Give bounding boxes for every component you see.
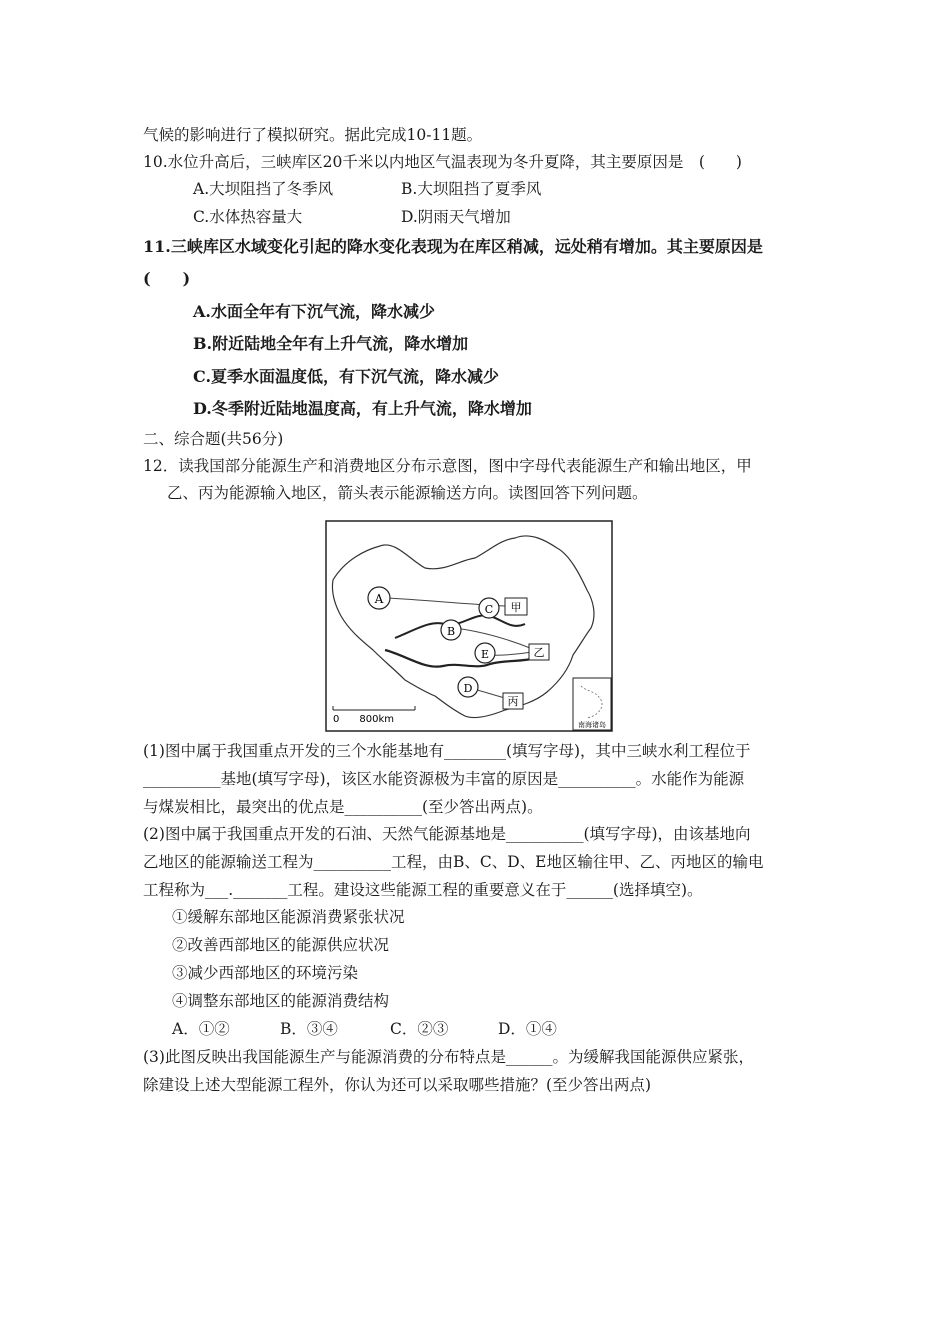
q12-part2-line3: 工程称为___._______工程。建设这些能源工程的重要意义在于______(选择填空)。	[143, 881, 703, 899]
q11-option-d: D.冬季附近陆地温度高，有上升气流，降水增加	[193, 399, 532, 418]
energy-map-figure	[325, 520, 613, 732]
q12-part1-line2: __________基地(填写字母)，该区水能资源极为丰富的原因是__________。水能作为能源	[143, 770, 745, 788]
q11-option-a: A.水面全年有下沉气流，降水减少	[193, 302, 435, 321]
base-b-label: B	[446, 625, 456, 638]
base-c	[479, 598, 499, 618]
q10-option-d: D.阴雨天气增加	[401, 208, 511, 226]
q12-part2-choice-c: C．②③	[390, 1020, 449, 1038]
q12-part2-choice-d: D．①④	[498, 1020, 557, 1038]
base-e	[475, 643, 495, 663]
region-bing-label: 丙	[507, 695, 519, 708]
section-heading: 二、综合题(共56分)	[143, 430, 284, 448]
base-c-label: C	[484, 603, 494, 616]
region-jia	[505, 598, 527, 615]
q12-part2-item-1: ①缓解东部地区能源消费紧张状况	[172, 908, 405, 926]
base-e-label: E	[480, 648, 490, 661]
region-yi-label: 乙	[533, 646, 545, 659]
base-b	[441, 620, 461, 640]
q12-part2-line2: 乙地区的能源输送工程为__________工程，由B、C、D、E地区输往甲、乙、丙地区的输电	[143, 853, 764, 871]
q10-option-c: C.水体热容量大	[193, 208, 303, 226]
q12-stem-line2: 乙、丙为能源输入地区，箭头表示能源输送方向。读图回答下列问题。	[167, 484, 648, 502]
q12-part1-line3: 与煤炭相比，最突出的优点是__________(至少答出两点)。	[143, 798, 543, 816]
q11-option-b: B.附近陆地全年有上升气流，降水增加	[193, 334, 469, 353]
q11-stem: 11.三峡库区水域变化引起的降水变化表现为在库区稍减，远处稍有增加。其主要原因是	[143, 237, 763, 256]
q10-option-b: B.大坝阻挡了夏季风	[401, 180, 542, 198]
q12-part1-line1: (1)图中属于我国重点开发的三个水能基地有________(填写字母)，其中三峡水利工程位于	[143, 742, 751, 760]
q12-part2-choice-a: A．①②	[172, 1020, 230, 1038]
q12-stem-line1: 12．读我国部分能源生产和消费地区分布示意图，图中字母代表能源生产和输出地区，甲	[143, 457, 752, 475]
q12-part3-line2: 除建设上述大型能源工程外，你认为还可以采取哪些措施？(至少答出两点)	[143, 1076, 652, 1094]
base-a-label: A	[374, 592, 384, 606]
q12-part2-item-4: ④调整东部地区的能源消费结构	[172, 992, 390, 1010]
base-d-label: D	[463, 682, 473, 695]
south-china-sea-inset	[573, 678, 611, 730]
base-a	[368, 587, 390, 609]
q12-part2-line1: (2)图中属于我国重点开发的石油、天然气能源基地是__________(填写字母)，由该基地向	[143, 825, 751, 843]
q12-part3-line1: (3)此图反映出我国能源生产与能源消费的分布特点是______。为缓解我国能源供应紧张，	[143, 1048, 754, 1066]
region-bing	[503, 693, 523, 709]
region-jia-label: 甲	[510, 601, 522, 614]
q10-stem: 10.水位升高后，三峡库区20千米以内地区气温表现为冬升夏降，其主要原因是 ( )	[143, 153, 742, 171]
scale-label: 0 800km	[333, 714, 394, 725]
inset-label: 南海诸岛	[578, 721, 606, 729]
q12-part2-item-3: ③减少西部地区的环境污染	[172, 964, 359, 982]
base-d	[458, 677, 478, 697]
q12-part2-item-2: ②改善西部地区的能源供应状况	[172, 936, 390, 954]
region-yi	[529, 644, 549, 660]
intro-line: 气候的影响进行了模拟研究。据此完成10-11题。	[143, 126, 483, 144]
q12-part2-choice-b: B．③④	[280, 1020, 338, 1038]
q11-option-c: C.夏季水面温度低，有下沉气流，降水减少	[193, 367, 500, 386]
q11-paren: ( )	[143, 269, 191, 288]
q10-option-a: A.大坝阻挡了冬季风	[193, 180, 334, 198]
